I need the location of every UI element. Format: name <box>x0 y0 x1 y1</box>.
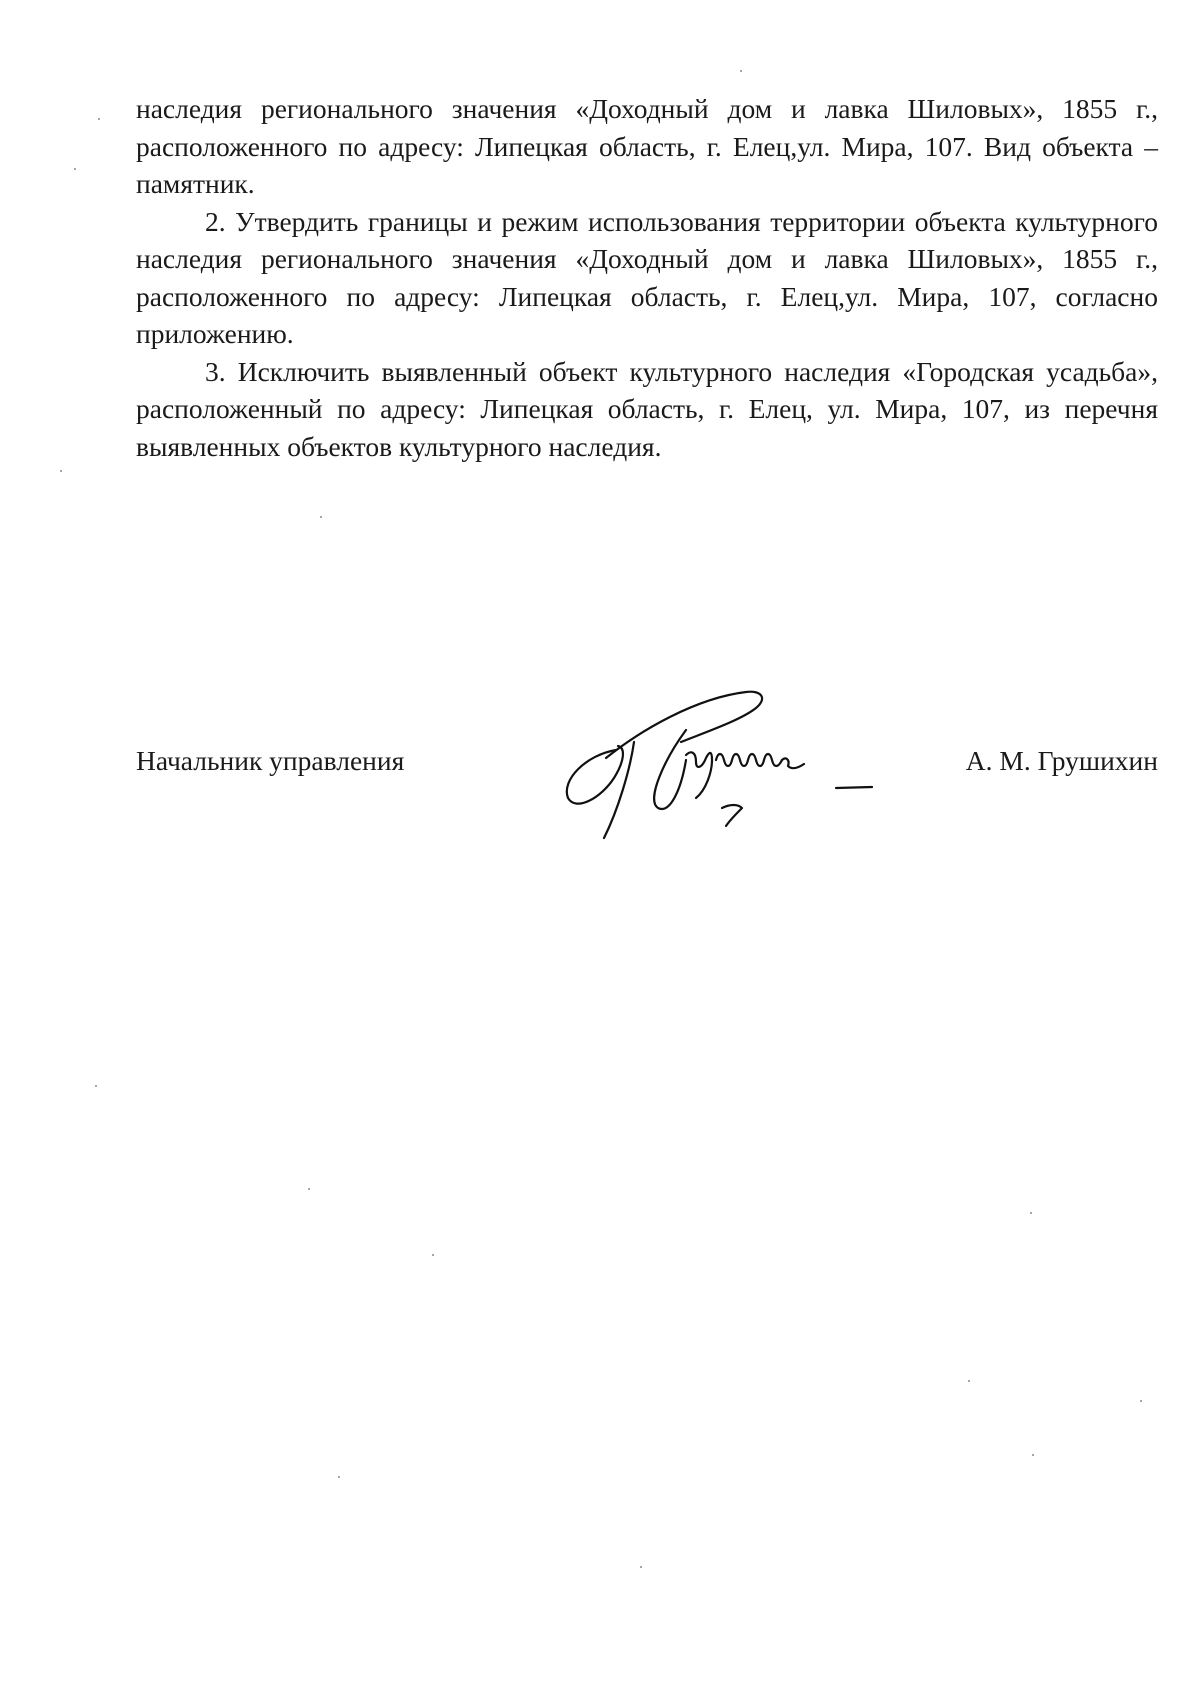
scan-speck <box>740 70 742 72</box>
paragraph-continuation: наследия регионального значения «Доходный дом и лавка Шиловых», 1855 г., расположенного по адресу: Липецкая область, г. Елец,ул. Мира, 107. Вид объекта – памятник. <box>136 93 1158 199</box>
scan-speck <box>308 1188 310 1190</box>
scan-speck <box>1140 1400 1142 1402</box>
scan-speck <box>95 1085 97 1087</box>
scan-speck <box>74 168 76 170</box>
scan-speck <box>968 1380 970 1382</box>
scan-speck <box>320 516 322 518</box>
scan-speck <box>640 1566 642 1568</box>
signature-block <box>136 730 1158 850</box>
scan-speck <box>432 1254 434 1256</box>
scan-speck <box>1032 1454 1034 1456</box>
scan-speck <box>60 470 62 472</box>
scan-speck <box>1030 1212 1032 1214</box>
signatory-title: Начальник управления <box>136 745 405 776</box>
handwritten-signature <box>546 680 926 840</box>
signatory-name: А. М. Грушихин <box>965 745 1158 776</box>
paragraph-item-3: 3. Исключить выявленный объект культурного наследия «Городская усадьба», расположенный по адресу: Липецкая область, г. Елец, ул. Мира, 107, из перечня выявленных объектов культурного наследия. <box>136 355 1158 462</box>
paragraph-item-2: 2. Утвердить границы и режим использования территории объекта культурного наследия регионального значения «Доходный дом и лавка Шиловых», 1855 г., расположенного по адресу: Липецкая область, г. Елец,ул. Мира, 107, согласно приложению. <box>136 205 1158 349</box>
document-body <box>136 90 1158 465</box>
scan-speck <box>98 118 100 120</box>
scan-speck <box>338 1476 340 1478</box>
